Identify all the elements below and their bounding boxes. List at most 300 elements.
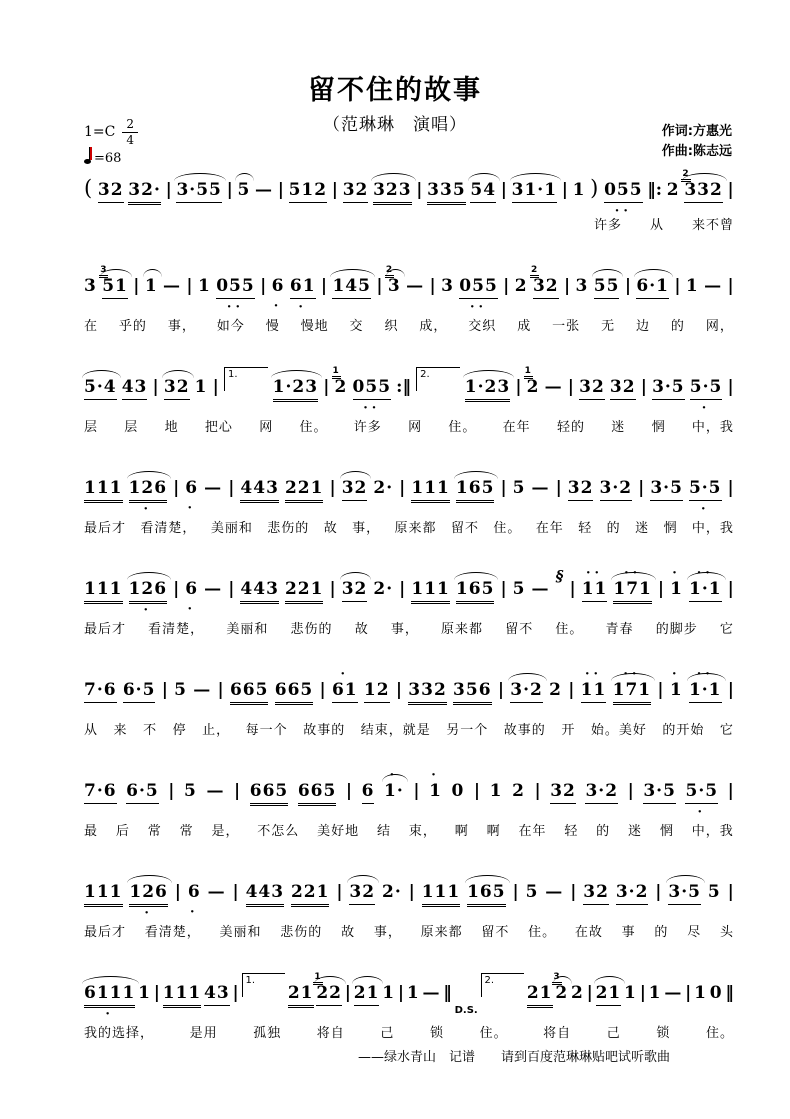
octave-dots-below: · [105, 1006, 114, 1022]
lyric-syllable: 美好地 [317, 824, 360, 839]
grace-number: 2 [530, 266, 539, 278]
notes-row [84, 169, 734, 219]
lyric-syllable: 是用 [189, 1026, 218, 1041]
paren: ( [84, 176, 94, 200]
note-token: 32 [164, 378, 190, 400]
note-token: 5 [184, 781, 197, 801]
barline: | [320, 276, 328, 296]
dash-note: — [163, 276, 182, 296]
lyric-syllable: 交 [349, 319, 364, 334]
lyric-syllable: 最 [84, 824, 99, 839]
note-token: 43 [204, 984, 230, 1006]
note-token: 32 [98, 181, 124, 203]
barline: | [228, 478, 235, 498]
lyric-syllable: 惘 [659, 824, 674, 839]
barline: | [152, 377, 159, 397]
note-token: 32 2 [533, 277, 559, 299]
lyric-syllable: 孤独 [253, 1026, 282, 1041]
lyric-syllable: 在年 [535, 521, 564, 536]
barline: ‖ [725, 983, 734, 1003]
lyric-syllable: 慢地 [300, 319, 329, 334]
note-token: 443 [246, 883, 285, 907]
barline: | [586, 983, 593, 1003]
barline: | [234, 781, 241, 801]
barline: | [685, 983, 692, 1003]
lyric-syllable: 己 [380, 1026, 395, 1041]
note-token: 6·1 [636, 277, 669, 299]
credits-block [662, 122, 732, 162]
note-token: 1 [572, 180, 586, 200]
note-token: 21 [527, 984, 553, 1008]
lyric-syllable: 锁 [429, 1026, 444, 1041]
grace-number: 2 [681, 170, 690, 182]
lyric-syllable: 迷 [628, 824, 643, 839]
notes-row [84, 566, 734, 618]
lyric-syllable: 最后才 [84, 925, 127, 940]
note-token: 32 [550, 782, 576, 804]
lyric-syllable: 迷 [635, 521, 650, 536]
octave-dots-above: · [672, 566, 681, 581]
barline: | [319, 680, 326, 700]
time-signature [122, 118, 138, 146]
note-token: 1 [624, 983, 637, 1003]
note-token: 6 · [271, 276, 285, 314]
grace-number: 1 [524, 367, 533, 379]
note-token: 2· [373, 579, 394, 599]
barline: | [329, 579, 336, 599]
notes-row [84, 667, 734, 705]
barline: | [503, 276, 510, 296]
dash-note: — [545, 882, 564, 902]
octave-dots-below: · [697, 804, 707, 820]
barline: | [133, 276, 140, 296]
lyric-syllable: 停 [172, 723, 187, 738]
octave-dots-above: ·· [696, 566, 714, 581]
note-token: 6 · [187, 882, 201, 920]
lyric-syllable: 成 [517, 319, 532, 334]
note-token: 111 [84, 479, 123, 503]
barline: | [329, 478, 336, 498]
note-token: 5·5 · [685, 781, 719, 820]
barline: | [500, 478, 507, 498]
note-token: 21 [288, 984, 314, 1008]
lyric-syllable: 每一个 [245, 723, 288, 738]
lyric-syllable: 来 [113, 723, 128, 738]
note-token: 12 [364, 681, 390, 703]
time-signature-numerator: 2 [122, 118, 138, 133]
lyric-syllable: 层 [84, 420, 99, 435]
barline: | [567, 377, 574, 397]
lyric-syllable: 住。 [479, 1026, 508, 1041]
note-token: 665 [230, 681, 269, 705]
note-token: 221 [285, 479, 324, 503]
note-token: 32 [610, 378, 636, 400]
barline: | [168, 781, 175, 801]
lyric-syllable: 啊 [486, 824, 501, 839]
note-token: 32 [349, 883, 375, 905]
barline: | [186, 276, 193, 296]
barline: | [260, 276, 267, 296]
dash-note: — [406, 276, 425, 296]
barline: | [331, 180, 338, 200]
barline: | [569, 579, 576, 599]
barline: | [657, 680, 664, 700]
lyrics-row [84, 517, 734, 536]
lyric-syllable: 看清楚， [148, 622, 205, 637]
barline: | [500, 180, 507, 200]
score-line-3 [84, 366, 734, 435]
lyric-syllable: 中，我 [691, 521, 734, 536]
barline: | [727, 276, 734, 296]
lyric-syllable: 悲伤的 [267, 521, 310, 536]
lyric-syllable: 中，我 [691, 824, 734, 839]
note-token: 3 [84, 276, 97, 296]
note-token: 1 [694, 983, 707, 1003]
note-token: 111 [84, 883, 123, 907]
barline: | [344, 983, 351, 1003]
lyric-syllable: 轻 [578, 521, 593, 536]
note-token: 22 1 [316, 984, 342, 1006]
note-token: 1· · [384, 768, 404, 801]
lyric-syllable: 原来都 [394, 521, 437, 536]
note-token: 111 [422, 883, 461, 907]
score-line-5 [84, 566, 734, 637]
lyric-syllable: 边 [635, 319, 650, 334]
lyric-syllable: 住。 [528, 925, 557, 940]
barline: | [416, 180, 423, 200]
octave-dots-below: · [187, 601, 196, 617]
lyric-syllable: 后 [115, 824, 130, 839]
barline: | [408, 882, 415, 902]
barline: | [568, 680, 575, 700]
note-token: 145 [332, 277, 371, 299]
octave-dots-above: · [671, 667, 681, 682]
lyric-syllable: 故 [323, 521, 338, 536]
notes-row [84, 768, 734, 820]
note-token: 1·1 ·· [689, 580, 722, 602]
note-token: 3·5 [650, 479, 683, 501]
note-token: 3·5 [643, 782, 676, 804]
lyric-syllable: 的脚步 [655, 622, 698, 637]
dash-note: — [664, 983, 683, 1003]
notes-row [84, 265, 734, 315]
note-token: 055 ·· [352, 377, 392, 416]
performer-line: （范琳琳 演唱） [323, 115, 467, 135]
note-token: 3 2 [385, 265, 401, 296]
barline: | [161, 680, 168, 700]
note-token: 0 [709, 983, 723, 1003]
lyric-syllable: 原来都 [420, 925, 463, 940]
note-token: 5 [174, 680, 187, 700]
note-token: 1 [382, 983, 396, 1003]
lyric-syllable: 住。 [448, 420, 477, 435]
note-token: 3·2 [600, 479, 633, 501]
lyric-syllable: 头 [719, 925, 734, 940]
note-token: 443 [240, 479, 279, 503]
barline: | [399, 478, 406, 498]
lyrics-row [84, 719, 734, 738]
composer-credit: 作曲:陈志远 [661, 144, 732, 160]
lyric-syllable: 网， [705, 319, 734, 334]
octave-dots-below: · [187, 500, 196, 516]
note-token: 171 ·· [613, 681, 652, 705]
note-token: 2 1 [524, 366, 540, 397]
octave-dots-below: · [143, 602, 153, 618]
lyric-syllable: 住。 [299, 420, 328, 435]
barline: | [627, 781, 634, 801]
lyric-syllable: 将自 [316, 1026, 345, 1041]
lyric-syllable: 啊 [454, 824, 469, 839]
note-token: 1 · [670, 566, 683, 599]
note-token: 356 [453, 681, 492, 705]
lyric-syllable: 始。美好 [590, 723, 647, 738]
lyric-syllable: 住。 [555, 622, 584, 637]
note-token: 5 [237, 180, 251, 200]
barline: | [512, 882, 519, 902]
note-token: 55 [594, 277, 620, 299]
barline: | [165, 180, 172, 200]
barline: | [232, 882, 239, 902]
lyric-syllable: 把心 [204, 420, 233, 435]
barline: | [228, 579, 235, 599]
note-token: 665 [250, 782, 289, 806]
barline: | [232, 983, 239, 1003]
note-token: 5·4 [84, 378, 117, 400]
barline: | [640, 377, 647, 397]
lyric-syllable: 我的选择， [84, 1026, 155, 1041]
lyric-syllable: 不 [143, 723, 158, 738]
barline: | [570, 882, 577, 902]
lyric-syllable: 的 [606, 521, 621, 536]
note-token: 1 [685, 276, 699, 296]
octave-dots-below: ·· [226, 299, 244, 315]
note-token: 1 [197, 276, 211, 296]
lyric-syllable: 常 [147, 824, 162, 839]
lyric-syllable: 许多 [353, 420, 382, 435]
note-token: 1·23 [465, 378, 510, 402]
grace-number: 2 [385, 266, 394, 278]
lyric-syllable: 最后才 [84, 521, 127, 536]
note-token: 221 [291, 883, 330, 907]
octave-dots-above: ·· [585, 566, 604, 581]
lyric-syllable: 美丽和 [210, 521, 253, 536]
lyric-syllable: 锁 [656, 1026, 671, 1041]
lyric-syllable: 束， [408, 824, 437, 839]
lyric-syllable: 从 [84, 723, 99, 738]
barline: | [655, 882, 662, 902]
note-token: 3·2 [585, 782, 618, 804]
barline: | [555, 478, 562, 498]
volta-bracket: 2. [481, 973, 525, 997]
note-token: 3 [575, 276, 589, 296]
dash-note: — [206, 781, 225, 801]
lyric-syllable: 乎的 [118, 319, 147, 334]
octave-dots-above: ·· [624, 566, 642, 581]
lyric-syllable: 将自 [543, 1026, 572, 1041]
lyric-syllable: 如今 [216, 319, 245, 334]
lyric-syllable: 无 [601, 319, 616, 334]
score [84, 169, 734, 1085]
lyric-syllable: 织 [384, 319, 399, 334]
score-line-2 [84, 265, 734, 334]
dash-note: — [531, 579, 550, 599]
dash-note: — [207, 882, 226, 902]
lyric-syllable: 留不 [450, 521, 479, 536]
note-token: 32 [579, 378, 605, 400]
lyrics-row [84, 921, 734, 940]
note-token: 3·5 [668, 883, 701, 905]
lyric-syllable: 的 [596, 824, 611, 839]
note-token: 3·5 [652, 378, 685, 400]
barline: | [212, 377, 219, 397]
lyric-syllable: 看清楚， [140, 521, 197, 536]
note-token: 2 3 [553, 972, 569, 1003]
score-line-7 [84, 768, 734, 839]
barline: :‖ [396, 377, 411, 397]
dash-note: — [531, 478, 550, 498]
barline: | [727, 478, 734, 498]
barline: | [473, 781, 481, 801]
barline: | [399, 579, 406, 599]
score-line-4 [84, 479, 734, 536]
octave-dots-above: ·· [623, 667, 641, 682]
note-token: 51 3 [102, 277, 128, 299]
lyric-syllable: 来不曾 [691, 218, 734, 233]
octave-dots-below: · [298, 299, 307, 315]
notes-row [84, 882, 734, 921]
octave-dots-above: · [389, 768, 399, 783]
octave-dots-below: · [701, 400, 711, 416]
note-token: 1 [144, 276, 158, 296]
note-token: 1 [406, 983, 420, 1003]
lyric-syllable: 青春 [605, 622, 634, 637]
note-token: 443 [240, 580, 279, 604]
note-token: 32 [342, 580, 368, 602]
barline: | [173, 478, 180, 498]
barline: | [217, 680, 224, 700]
lyric-syllable: 另一个 [446, 723, 489, 738]
dash-note: — [204, 579, 223, 599]
volta-bracket: 1. [224, 367, 268, 391]
lyrics-row [84, 416, 734, 435]
lyrics-row [84, 618, 734, 637]
note-token: 21 [596, 984, 622, 1006]
grace-number: 3 [552, 973, 561, 985]
barline: | [638, 478, 645, 498]
lyric-syllable: 事， [390, 622, 419, 637]
octave-dots-below: · [273, 298, 283, 314]
lyric-syllable: 看清楚， [144, 925, 201, 940]
barline: | [727, 377, 734, 397]
barline: | [639, 983, 646, 1003]
lyric-syllable: 事 [621, 925, 636, 940]
barline: ‖ [443, 983, 452, 1003]
lyric-syllable: 地 [164, 420, 179, 435]
note-token: 221 [285, 580, 324, 604]
note-token: 0 [451, 781, 465, 801]
lyric-syllable: 事， [167, 319, 196, 334]
lyric-syllable: 在 [84, 319, 99, 334]
note-token: 5·5 · [689, 377, 723, 416]
note-token: 61 · [332, 681, 358, 703]
dash-note: — [204, 478, 223, 498]
note-token: 5·5 · [688, 478, 722, 517]
key-signature: 1=C [84, 124, 116, 141]
lyric-syllable: 开 [561, 723, 576, 738]
note-token: 1 [648, 983, 662, 1003]
lyric-syllable: 悲伤的 [280, 925, 323, 940]
octave-dots-above: ·· [584, 667, 603, 682]
note-token: 111 [84, 580, 123, 604]
lyric-syllable: 结 [377, 824, 392, 839]
note-token: 1 · [429, 768, 442, 801]
note-token: 665 [298, 782, 337, 806]
notes-row [84, 366, 734, 416]
octave-dots-above: · [431, 768, 440, 783]
note-token: 11 ·· [582, 580, 608, 602]
note-token: 1 · [669, 667, 683, 700]
note-token: 2 [570, 983, 584, 1003]
lyric-syllable: 住。 [705, 1026, 734, 1041]
note-token: 665 [275, 681, 314, 705]
octave-dots-below: · [143, 501, 153, 517]
lyric-syllable: 许多 [593, 218, 622, 233]
barline: | [345, 781, 353, 801]
note-token: 61 · [289, 276, 316, 315]
lyric-syllable: 止， [202, 723, 231, 738]
footer-note: ——绿水青山 记谱 请到百度范琳琳贴吧试听歌曲 [357, 1050, 670, 1065]
octave-dots-above: ·· [696, 667, 714, 682]
lyricist-credit: 作词:方惠光 [661, 124, 732, 139]
note-token: 6111 · [84, 983, 136, 1022]
octave-dots-below: · [144, 905, 153, 921]
lyric-syllable: 留不 [505, 622, 534, 637]
note-token: 332 2 [684, 181, 723, 203]
barline: ‖: [647, 180, 663, 200]
note-token: 54 [470, 181, 496, 203]
dash-note: — [704, 276, 723, 296]
lyric-syllable: 故事的 [503, 723, 546, 738]
song-title: 留不住的故事 [308, 75, 482, 106]
tempo-value: =68 [94, 151, 122, 167]
note-token: 055 ·· [604, 180, 643, 219]
octave-dots-below: ·· [470, 299, 488, 315]
lyric-syllable: 原来都 [441, 622, 484, 637]
note-token: 1 [489, 781, 503, 801]
note-token: 165 [456, 479, 495, 503]
notes-row [84, 478, 734, 517]
barline: | [657, 579, 665, 599]
note-token: 3·2 [510, 681, 543, 703]
lyrics-row [84, 1022, 734, 1041]
barline: | [174, 882, 181, 902]
barline: | [376, 276, 383, 296]
lyric-syllable: 交织 [468, 319, 497, 334]
dash-note: — [422, 983, 441, 1003]
barline: | [727, 882, 734, 902]
note-token: 32 [342, 479, 368, 501]
note-token: 32 [583, 883, 609, 905]
lyric-syllable: 网 [259, 420, 274, 435]
lyric-syllable: 常 [179, 824, 194, 839]
dash-note: — [544, 377, 563, 397]
note-token: 21 [354, 984, 380, 1006]
score-line-8 [84, 883, 734, 940]
lyric-syllable: 在年 [502, 420, 531, 435]
lyric-syllable: 惘 [651, 420, 666, 435]
note-token: 3·55 [176, 181, 221, 203]
note-token: 165 [467, 883, 506, 907]
